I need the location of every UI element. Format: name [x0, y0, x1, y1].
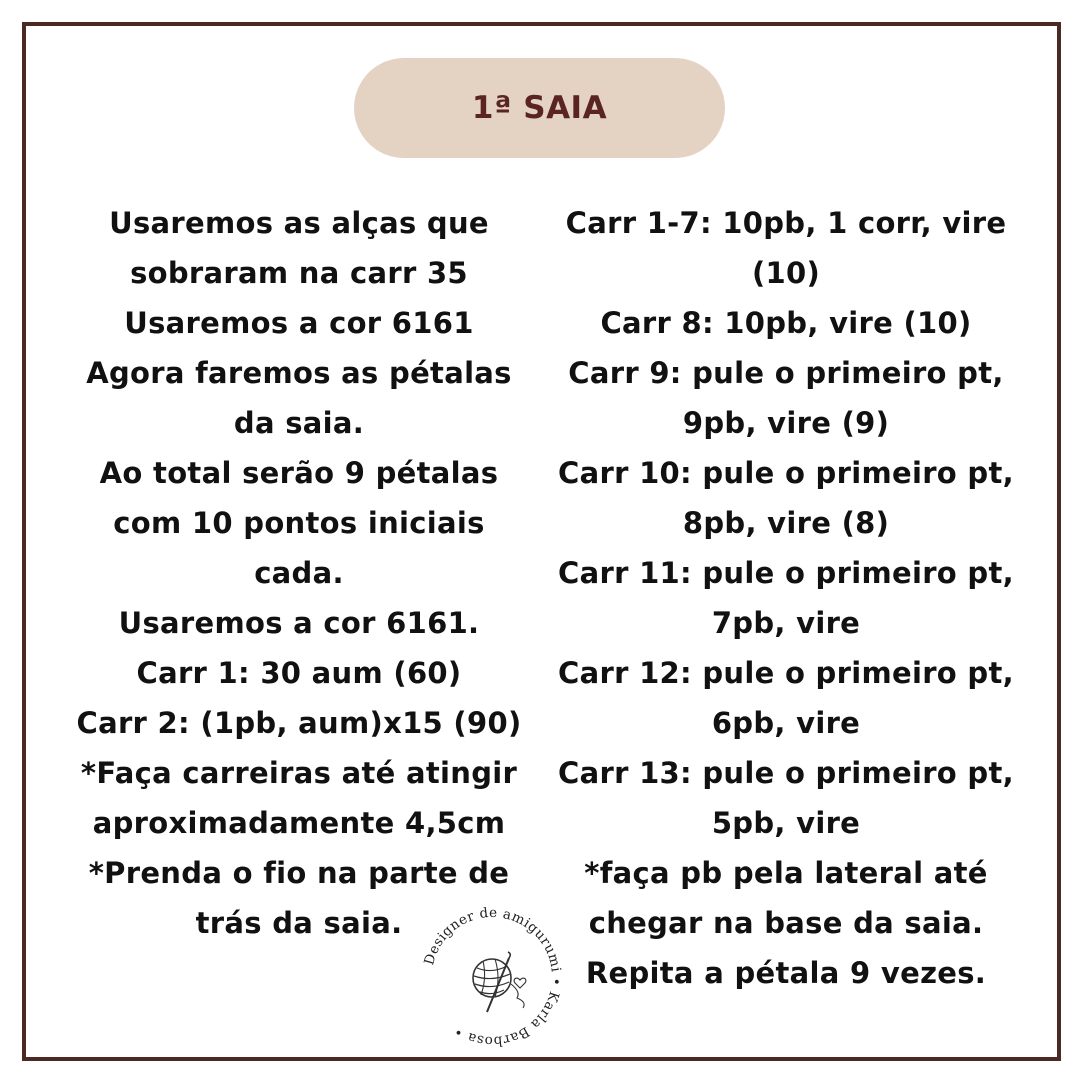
instruction-line: Usaremos a cor 6161. — [118, 606, 480, 640]
logo-ring-text: Designer de amigurumi • Karla Barbosa • — [421, 904, 565, 1050]
instruction-line: sobraram na carr 35 — [130, 256, 468, 290]
instruction-line: Agora faremos as pétalas — [86, 356, 512, 390]
instruction-line: Carr 2: (1pb, aum)x15 (90) — [76, 706, 522, 740]
instruction-line: *Faça carreiras até atingir — [80, 756, 518, 790]
svg-text:Designer de amigurumi • Karla — [421, 905, 564, 1049]
designer-logo — [417, 902, 567, 1052]
instruction-line: Carr 1: 30 aum (60) — [136, 656, 462, 690]
instruction-line: Usaremos as alças que — [109, 206, 489, 240]
instruction-line: 7pb, vire — [711, 606, 861, 640]
instruction-line: Usaremos a cor 6161 — [124, 306, 474, 340]
instruction-line: cada. — [254, 556, 344, 590]
instruction-line: Ao total serão 9 pétalas — [99, 456, 499, 490]
instruction-line: 6pb, vire — [711, 706, 861, 740]
instruction-line: com 10 pontos iniciais — [113, 506, 485, 540]
instruction-line: Carr 9: pule o primeiro pt, — [568, 356, 1004, 390]
instruction-line: 9pb, vire (9) — [682, 406, 890, 440]
instruction-line: Carr 12: pule o primeiro pt, — [558, 656, 1014, 690]
instruction-line: Repita a pétala 9 vezes. — [585, 956, 987, 990]
instruction-line: (10) — [751, 256, 821, 290]
instruction-line: 8pb, vire (8) — [682, 506, 890, 540]
instruction-line: Carr 8: 10pb, vire (10) — [600, 306, 972, 340]
yarn-ball-with-crochet-hook-icon — [417, 902, 567, 1052]
instruction-line: Carr 10: pule o primeiro pt, — [558, 456, 1014, 490]
instruction-line: Carr 11: pule o primeiro pt, — [558, 556, 1014, 590]
right-instructions-column — [548, 198, 1024, 998]
instruction-line: Carr 13: pule o primeiro pt, — [558, 756, 1014, 790]
title-pill — [354, 58, 725, 158]
instruction-line: Carr 1-7: 10pb, 1 corr, vire — [565, 206, 1007, 240]
instruction-line: *faça pb pela lateral até — [584, 856, 988, 890]
page-title: 1ª SAIA — [471, 90, 608, 126]
instruction-line: trás da saia. — [195, 906, 403, 940]
instruction-line: aproximadamente 4,5cm — [92, 806, 506, 840]
instruction-line: da saia. — [233, 406, 365, 440]
instruction-line: 5pb, vire — [711, 806, 861, 840]
instruction-line: *Prenda o fio na parte de — [88, 856, 510, 890]
instruction-line: chegar na base da saia. — [588, 906, 984, 940]
left-instructions-column — [62, 198, 536, 948]
